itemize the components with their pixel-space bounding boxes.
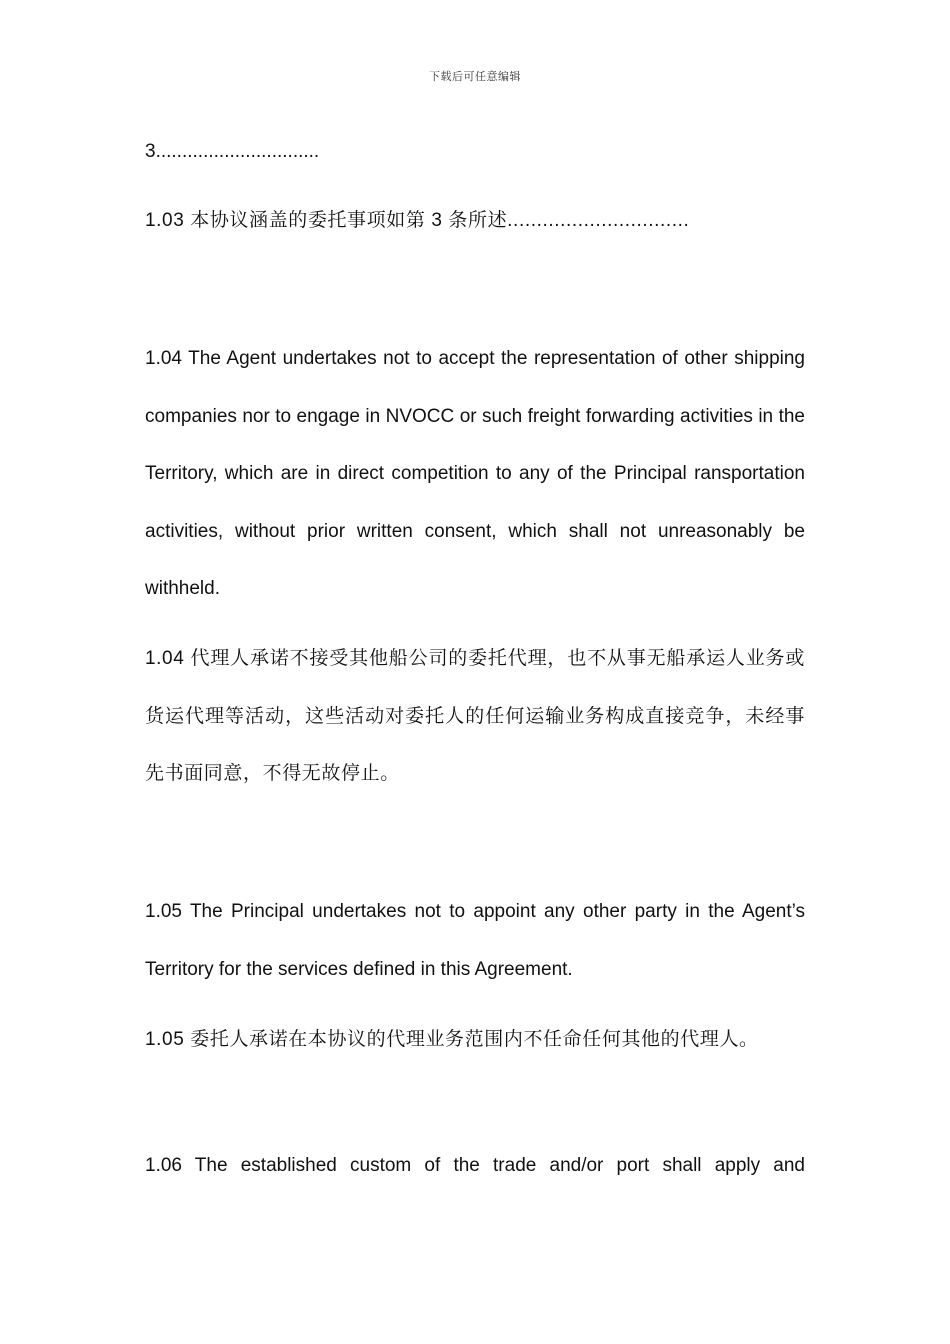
paragraph-1-04-chinese: 1.04 代理人承诺不接受其他船公司的委托代理，也不从事无船承运人业务或货运代理等活动，这些活动对委托人的任何运输业务构成直接竞争，未经事先书面同意，不得无故停止。 bbox=[145, 648, 805, 784]
paragraph-1-03-chinese: 1.03 本协议涵盖的委托事项如第 3 条所述............................... bbox=[145, 210, 690, 231]
paragraph-1-06-english: 1.06 The established custom of the trade and/or port shall apply and bbox=[145, 1155, 805, 1176]
paragraph-1-05-english: 1.05 The Principal undertakes not to appoint any other party in the Agent’s Territory for the services defined in this Agreement. bbox=[145, 901, 805, 980]
paragraph-section-3: 3............................... bbox=[145, 141, 320, 162]
paragraph-1-04-english: 1.04 The Agent undertakes not to accept the representation of other shipping companies nor to engage in NVOCC or such freight forwarding activities in the Territory, which are in direct competition to any of the Principal ransportation activities, without prior written consent, which shall not unreasonably be withheld. bbox=[145, 348, 805, 599]
page-header: 下载后可任意编辑 bbox=[429, 70, 521, 83]
paragraph-1-05-chinese: 1.05 委托人承诺在本协议的代理业务范围内不任命任何其他的代理人。 bbox=[145, 1029, 759, 1050]
